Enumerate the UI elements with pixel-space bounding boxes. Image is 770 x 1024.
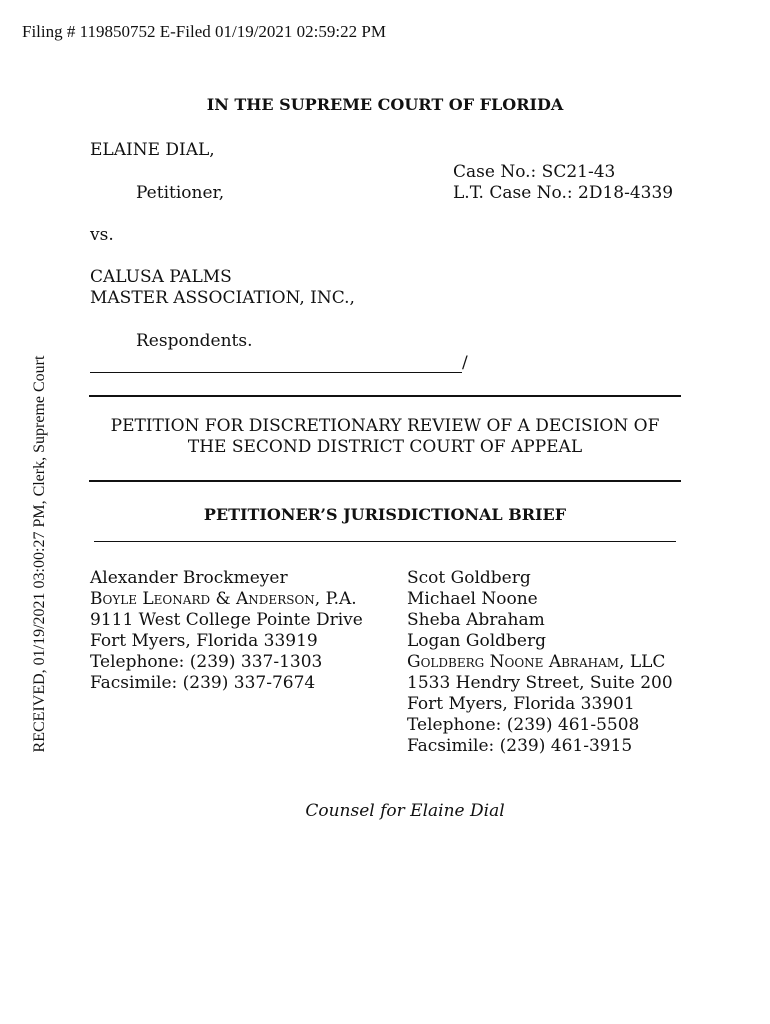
case-number: Case No.: SC21-43	[453, 162, 616, 182]
caption-slash: /	[462, 353, 468, 373]
firm-street-address: 9111 West College Pointe Drive	[90, 610, 363, 630]
counsel-left-block	[90, 568, 363, 694]
petitioner-name: ELAINE DIAL,	[90, 140, 215, 160]
petitioner-role: Petitioner,	[136, 183, 225, 203]
attorney-name: Alexander Brockmeyer	[90, 568, 288, 588]
respondent-line-2: MASTER ASSOCIATION, INC.,	[90, 288, 355, 308]
brief-title: PETITIONER’S JURISDICTIONAL BRIEF	[203, 505, 567, 524]
caption-underline	[90, 372, 462, 373]
brief-rule	[94, 541, 676, 542]
respondent-role: Respondents.	[136, 331, 253, 351]
firm-facsimile: Facsimile: (239) 461-3915	[407, 736, 633, 756]
counsel-for-line: Counsel for Elaine Dial	[305, 801, 505, 821]
firm-telephone: Telephone: (239) 461-5508	[407, 715, 640, 735]
attorney-name: Scot Goldberg	[407, 568, 531, 588]
versus: vs.	[90, 225, 114, 245]
attorney-name: Michael Noone	[407, 589, 538, 609]
title-rule-bottom	[89, 480, 681, 482]
firm-city-state-zip: Fort Myers, Florida 33919	[90, 631, 318, 651]
firm-telephone: Telephone: (239) 337-1303	[90, 652, 323, 672]
title-rule-top	[89, 395, 681, 397]
firm-city-state-zip: Fort Myers, Florida 33901	[407, 694, 635, 714]
received-stamp: RECEIVED, 01/19/2021 03:00:27 PM, Clerk, Supreme Court	[31, 355, 48, 753]
attorney-name: Logan Goldberg	[407, 631, 546, 651]
firm-street-address: 1533 Hendry Street, Suite 200	[407, 673, 673, 693]
law-firm-name: Boyle Leonard & Anderson, P.A.	[90, 589, 357, 609]
lower-tribunal-case-number: L.T. Case No.: 2D18-4339	[453, 183, 674, 203]
counsel-right-block	[407, 568, 673, 757]
filing-stamp: Filing # 119850752 E-Filed 01/19/2021 02:59:22 PM	[22, 22, 386, 41]
attorney-name: Sheba Abraham	[407, 610, 545, 630]
law-firm-name: Goldberg Noone Abraham, LLC	[407, 652, 666, 672]
court-heading: IN THE SUPREME COURT OF FLORIDA	[206, 95, 564, 114]
respondent-line-1: CALUSA PALMS	[90, 267, 232, 287]
petition-title: PETITION FOR DISCRETIONARY REVIEW OF A DECISION OF THE SECOND DISTRICT COURT OF APPEAL	[110, 416, 660, 457]
firm-facsimile: Facsimile: (239) 337-7674	[90, 673, 316, 693]
